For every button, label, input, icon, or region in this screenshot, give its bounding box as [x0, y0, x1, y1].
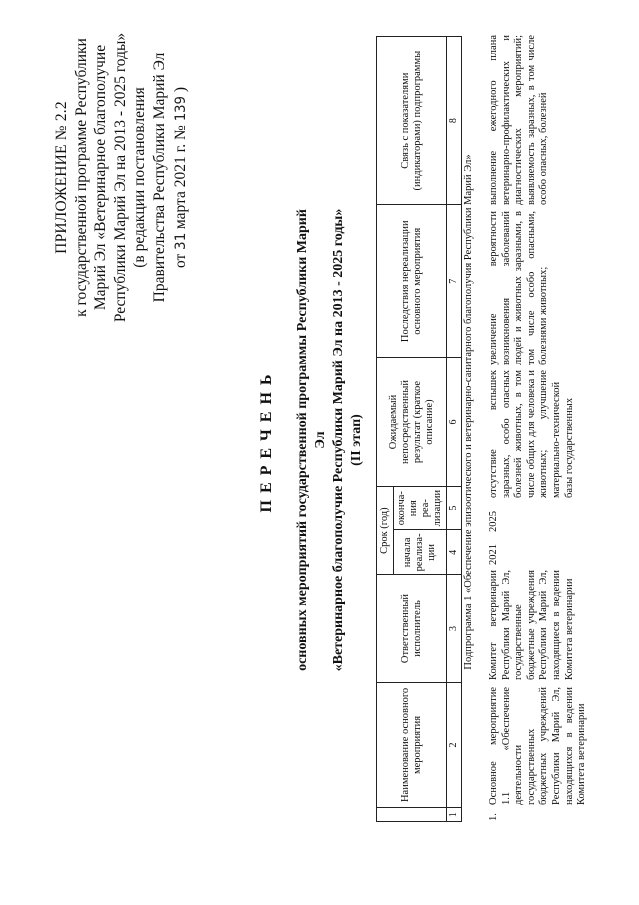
handwritten-day: 31: [173, 232, 189, 250]
heading-line-2: «Ветеринарное благополучие Республики Марий Эл на 2013 - 2025 годы» (II этап): [331, 208, 364, 672]
col-number: 3: [447, 575, 462, 682]
row-start-year: 2021: [488, 544, 499, 565]
appendix-line-4: (в редакции постановления: [131, 87, 148, 268]
document-heading: [258, 205, 366, 675]
handwritten-number: 139: [173, 96, 189, 122]
appendix-block: [52, 10, 192, 345]
appendix-line-3: Республики Марий Эл на 2013 - 2025 годы»: [111, 32, 129, 323]
header-term: Срок (год): [377, 486, 394, 574]
row-executor: Комитет ветеринарии Республики Марий Эл, государственные бюджетные учреждения Республики Марий Эл, находящиеся в ведении Комитета ветеринарии: [488, 570, 575, 680]
col-number: 4: [447, 530, 462, 575]
row-end-year: 2025: [488, 511, 499, 532]
header-link: Связь с показателями (индикаторами) подпрограммы: [377, 37, 447, 205]
row-consequences: увеличение вероятности возникновения заболеваний людей и животных заразными, в том числе особо опасными, болезнями животных;: [488, 211, 550, 365]
header-name: Наименование основного мероприятия: [377, 682, 447, 807]
header-consequences: Последствия нереализации основного мероприятия: [377, 205, 447, 358]
heading-line-1: основных мероприятий государственной программы Республики Марий Эл: [295, 209, 328, 671]
col-number: 6: [447, 358, 462, 487]
col-number: 8: [447, 37, 462, 205]
header-executor: Ответственный исполнитель: [377, 575, 447, 682]
row-result: отсутствие вспышек заразных, особо опасных болезней животных, в том числе общих для человека и животных; улучшение материально-технической базы государственных: [488, 370, 575, 498]
row-link: выполнение ежегодного плана ветеринарно-профилактических и диагностических мероприятий; выявляемость заразных, в том числе особо опасных, болезней: [488, 35, 550, 205]
appendix-line-5: Правительства Республики Марий Эл: [150, 52, 168, 303]
row-measure-name: Основное мероприятие 1.1 «Обеспечение деятельности государственных бюджетных учреждений Республики Марий Эл, находящихся в ведении Комитета ветеринарии: [488, 687, 588, 805]
col-number: 2: [447, 682, 462, 807]
header-start: начала реализа-ции: [394, 530, 447, 575]
header-result: Ожидаемый непосредственный результат (краткое описание): [377, 358, 447, 487]
row-number: 1.: [488, 813, 499, 821]
header-end: оконча-ния реа-лизации: [394, 486, 447, 530]
appendix-title: ПРИЛОЖЕНИЕ № 2.2: [53, 101, 70, 254]
heading-title: ПЕРЕЧЕНЬ: [258, 367, 275, 513]
subprogram-title: Подпрограмма 1 «Обеспечение эпизоотического и ветеринарно-санитарного благополучия Республики Марий Эл»: [463, 154, 474, 670]
col-number: 7: [447, 205, 462, 358]
col-number: 5: [447, 486, 462, 530]
measures-table: [376, 36, 462, 822]
col-number: 1: [447, 808, 462, 822]
appendix-line-2: Марий Эл «Ветеринарное благополучие: [92, 44, 109, 311]
appendix-date-line: от 31 марта 2021 г. № 139 ): [172, 86, 189, 269]
header-num: [377, 808, 447, 822]
column-numbers-row: [447, 37, 462, 822]
appendix-line-1: к государственной программе Республики: [72, 38, 90, 317]
